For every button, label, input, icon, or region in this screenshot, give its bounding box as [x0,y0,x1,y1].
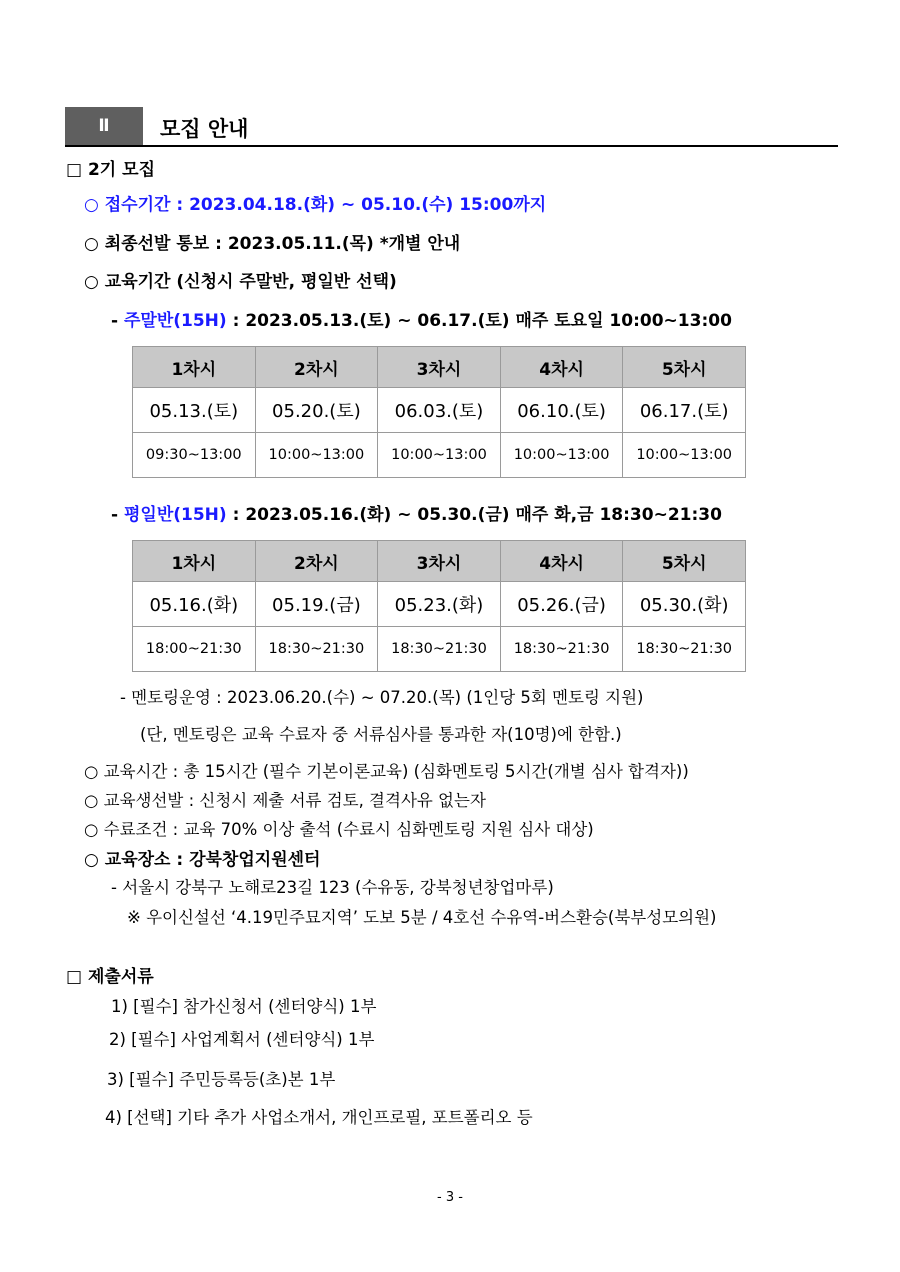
table-time-cell: 10:00~13:00 [378,433,501,478]
table-date-cell: 05.23.(화) [378,582,501,627]
final-selection-text: 최종선발 통보 : 2023.05.11.(목) *개별 안내 [104,234,461,254]
table-header-cell: 5차시 [623,541,746,582]
page-number: - 3 - [437,1190,463,1205]
weekday-class-text: : 2023.05.16.(화) ~ 05.30.(금) 매주 화,금 18:30~21:30 [226,505,722,525]
table-header-cell: 1차시 [133,347,256,388]
table-header-cell: 2차시 [255,347,378,388]
edu-place-text: 교육장소 : 강북창업지원센터 [104,850,321,870]
completion-condition: ○ 수료조건 : 교육 70% 이상 출석 (수료시 심화멘토링 지원 심사 대상) [84,820,594,839]
section-number: Ⅱ [65,107,143,145]
bullet: ○ [84,234,99,254]
edu-period [84,267,397,292]
edu-place [84,845,320,870]
bullet: ○ [84,850,99,870]
directions: ※ 우이신설선 ‘4.19민주묘지역’ 도보 5분 / 4호선 수유역-버스환승(북부성모의원) [127,908,717,927]
edu-hours: ○ 교육시간 : 총 15시간 (필수 기본이론교육) (심화멘토링 5시간(개별 심사 합격자)) [84,762,689,781]
documents-heading: □ 제출서류 [66,967,154,987]
table-time-cell: 18:30~21:30 [500,627,623,672]
table-date-cell: 05.19.(금) [255,582,378,627]
mentoring-note: (단, 멘토링은 교육 수료자 중 서류심사를 통과한 자(10명)에 한함.) [140,725,622,744]
table-time-cell: 10:00~13:00 [500,433,623,478]
recruit-heading: □ 2기 모집 [66,160,155,180]
table-date-cell: 05.30.(화) [623,582,746,627]
weekend-schedule-table [132,346,746,478]
edu-selection: ○ 교육생선발 : 신청시 제출 서류 검토, 결격사유 없는자 [84,791,486,810]
table-time-cell: 10:00~13:00 [255,433,378,478]
document-item: 4) [선택] 기타 추가 사업소개서, 개인프로필, 포트폴리오 등 [105,1108,533,1127]
weekend-class-line [111,306,732,331]
section-title: 모집 안내 [160,117,249,141]
table-time-cell: 09:30~13:00 [133,433,256,478]
table-header-cell: 5차시 [623,347,746,388]
table-date-cell: 05.26.(금) [500,582,623,627]
table-date-cell: 06.17.(토) [623,388,746,433]
table-header-cell: 4차시 [500,541,623,582]
table-header-cell: 2차시 [255,541,378,582]
edu-period-text: 교육기간 (신청시 주말반, 평일반 선택) [104,272,397,292]
table-time-cell: 18:30~21:30 [255,627,378,672]
table-time-cell: 18:30~21:30 [378,627,501,672]
weekend-class-label: 주말반(15H) [123,311,227,331]
weekday-class-line [111,500,722,525]
apply-period: ○ 접수기간 : 2023.04.18.(화) ~ 05.10.(수) 15:00까지 [84,195,547,215]
document-item: 1) [필수] 참가신청서 (센터양식) 1부 [111,997,377,1016]
table-date-cell: 06.03.(토) [378,388,501,433]
bullet: ○ [84,272,99,292]
table-date-cell: 05.13.(토) [133,388,256,433]
table-time-cell: 18:30~21:30 [623,627,746,672]
weekday-schedule-table [132,540,746,672]
table-header-cell: 4차시 [500,347,623,388]
address: - 서울시 강북구 노해로23길 123 (수유동, 강북청년창업마루) [111,878,554,897]
table-date-cell: 05.20.(토) [255,388,378,433]
final-selection [84,229,460,254]
document-item: 3) [필수] 주민등록등(초)본 1부 [107,1070,336,1089]
dash: - [111,505,119,525]
mentoring-line: - 멘토링운영 : 2023.06.20.(수) ~ 07.20.(목) (1인당 5회 멘토링 지원) [120,688,644,707]
weekday-class-label: 평일반(15H) [123,505,227,525]
dash: - [111,311,119,331]
table-date-cell: 05.16.(화) [133,582,256,627]
weekend-class-text: : 2023.05.13.(토) ~ 06.17.(토) 매주 토요일 10:00~13:00 [226,311,732,331]
document-item: 2) [필수] 사업계획서 (센터양식) 1부 [109,1030,375,1049]
table-time-cell: 18:00~21:30 [133,627,256,672]
table-time-cell: 10:00~13:00 [623,433,746,478]
table-date-cell: 06.10.(토) [500,388,623,433]
section-header [65,107,838,147]
table-header-cell: 3차시 [378,541,501,582]
table-header-cell: 1차시 [133,541,256,582]
table-header-cell: 3차시 [378,347,501,388]
